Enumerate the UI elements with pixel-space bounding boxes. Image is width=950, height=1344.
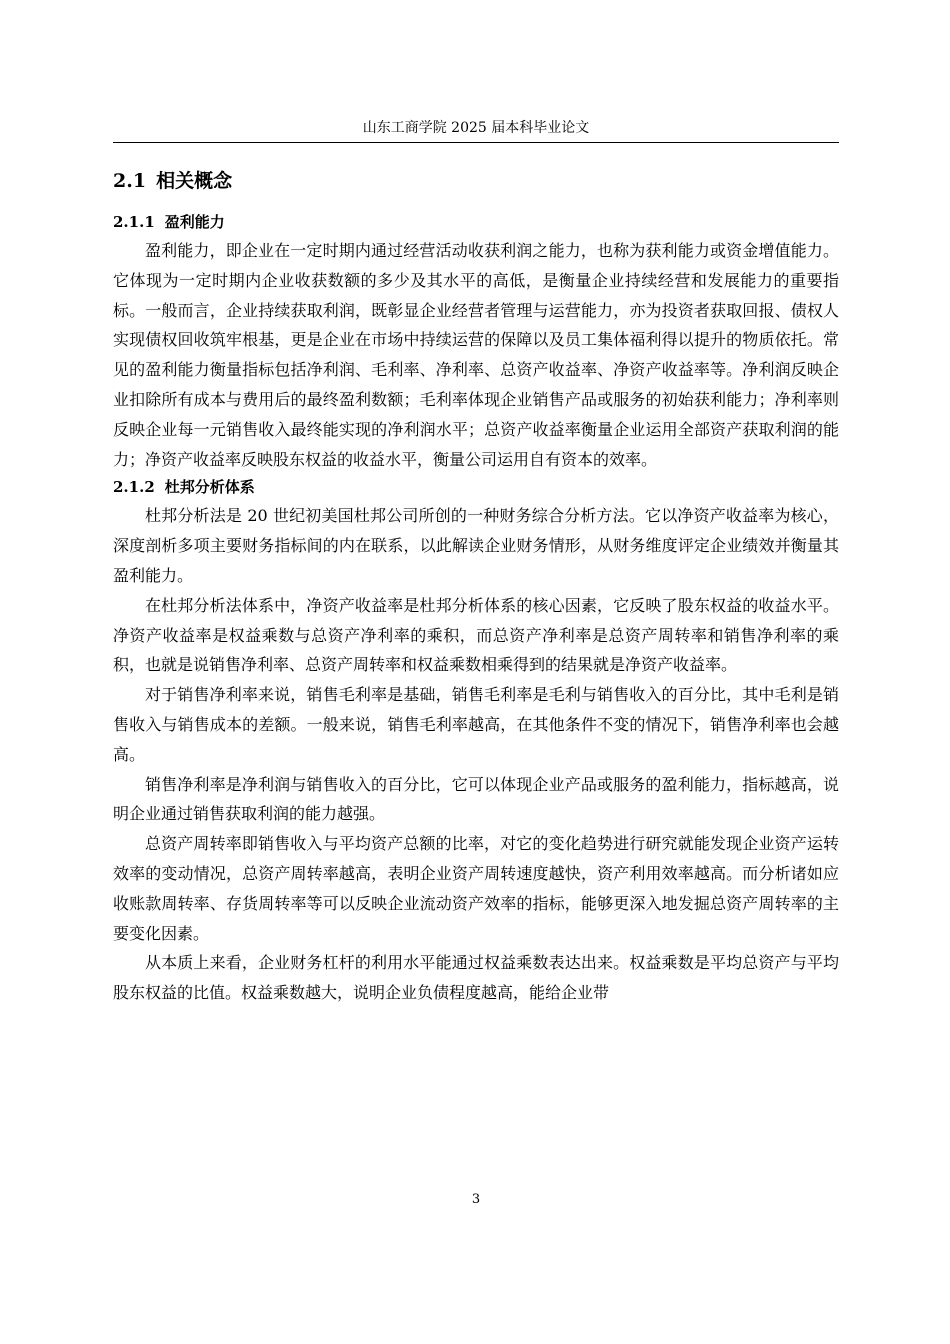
subsection-number: 2.1.2 (113, 478, 155, 497)
body-paragraph: 在杜邦分析法体系中，净资产收益率是杜邦分析体系的核心因素，它反映了股东权益的收益水平。净资产收益率是权益乘数与总资产净利率的乘积，而总资产净利率是总资产周转率和销售净利率的乘积，也就是说销售净利率、总资产周转率和权益乘数相乘得到的结果就是净资产收益率。 (113, 595, 839, 675)
header-rule (113, 142, 839, 143)
subsection-title: 杜邦分析体系 (164, 478, 255, 497)
section-heading (113, 166, 839, 196)
body-paragraph: 盈利能力，即企业在一定时期内通过经营活动收获利润之能力，也称为获利能力或资金增值能力。它体现为一定时期内企业收获数额的多少及其水平的高低，是衡量企业持续经营和发展能力的重要指标。一般而言，企业持续获取利润，既彰显企业经营者管理与运营能力，亦为投资者获取回报、债权人实现债权回收筑牢根基，更是企业在市场中持续运营的保障以及员工集体福利得以提升的物质依托。常见的盈利能力衡量指标包括净利润、毛利率、净利率、总资产收益率、净资产收益率等。净利润反映企业扣除所有成本与费用后的最终盈利数额；毛利率体现企业销售产品或服务的初始获利能力；净利率则反映企业每一元销售收入最终能实现的净利润水平；总资产收益率衡量企业运用全部资产获取利润的能力；净资产收益率反映股东权益的收益水平，衡量公司运用自有资本的效率。 (113, 241, 839, 469)
page-number: 3 (471, 1192, 481, 1207)
body-paragraph: 杜邦分析法是 20 世纪初美国杜邦公司所创的一种财务综合分析方法。它以净资产收益率为核心，深度剖析多项主要财务指标间的内在联系，以此解读企业财务情形，从财务维度评定企业绩效并衡量其盈利能力。 (113, 506, 839, 585)
body-paragraph: 对于销售净利率来说，销售毛利率是基础，销售毛利率是毛利与销售收入的百分比，其中毛利是销售收入与销售成本的差额。一般来说，销售毛利率越高，在其他条件不变的情况下，销售净利率也会越高。 (113, 685, 839, 764)
section-title: 相关概念 (156, 170, 233, 192)
subsection-heading-dupont (113, 475, 839, 499)
subsection-heading-profitability (113, 210, 839, 234)
subsection-title: 盈利能力 (164, 213, 225, 231)
body-paragraph: 总资产周转率即销售收入与平均资产总额的比率，对它的变化趋势进行研究就能发现企业资产运转效率的变动情况，总资产周转率越高，表明企业资产周转速度越快，资产利用效率越高。而分析诸如应收账款周转率、存货周转率等可以反映企业流动资产效率的指标，能够更深入地发掘总资产周转率的主要变化因素。 (113, 834, 839, 943)
running-header: 山东工商学院 2025 届本科毕业论文 (362, 120, 590, 136)
body-paragraph: 从本质上来看，企业财务杠杆的利用水平能通过权益乘数表达出来。权益乘数是平均总资产与平均股东权益的比值。权益乘数越大，说明企业负债程度越高，能给企业带 (113, 953, 839, 1003)
body-paragraph: 销售净利率是净利润与销售收入的百分比，它可以体现企业产品或服务的盈利能力，指标越高，说明企业通过销售获取利润的能力越强。 (113, 774, 839, 824)
subsection-number: 2.1.1 (113, 213, 155, 231)
section-number: 2.1 (113, 170, 147, 192)
page-body (113, 166, 839, 1008)
